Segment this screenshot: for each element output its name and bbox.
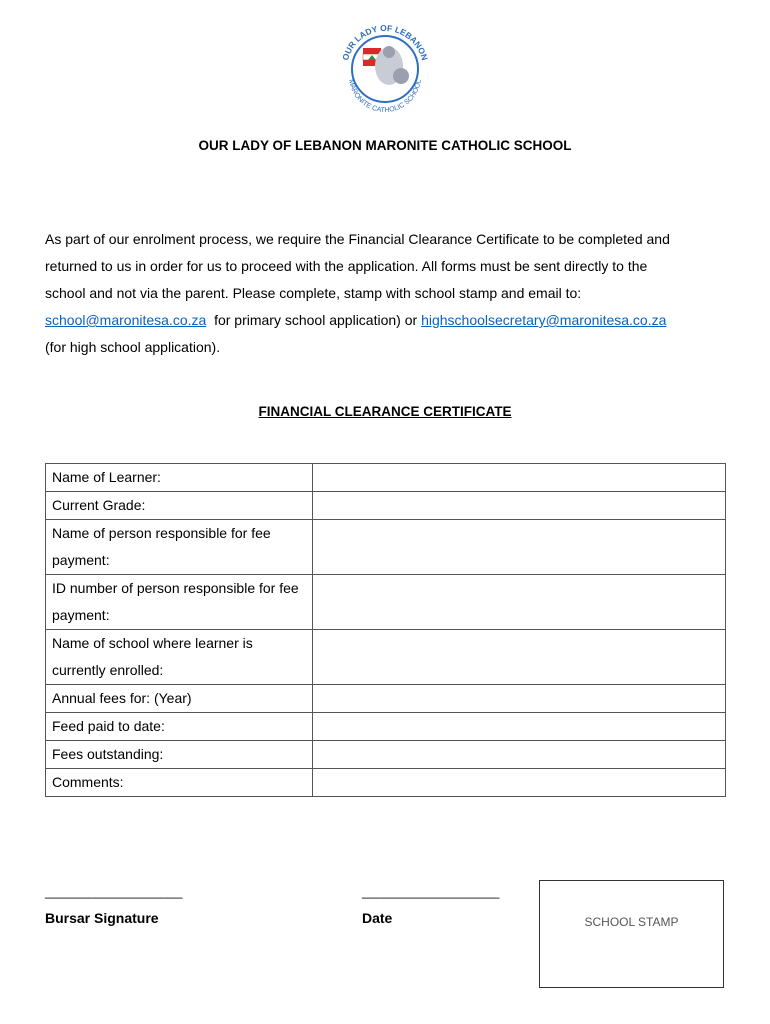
table-row [46,685,726,713]
row-label: Annual fees for: (Year) [46,685,313,713]
row-label: Fees outstanding: [46,741,313,769]
row-label: Current Grade: [46,492,313,520]
intro-line-4 [45,307,735,334]
intro-line-3: school and not via the parent. Please complete, stamp with school stamp and email to: [45,285,582,301]
date-line[interactable]: ___________________ [362,884,500,899]
primary-suffix: for primary school application) or [206,312,422,328]
bursar-signature-line[interactable]: ___________________ [45,884,183,899]
fees-paid-field[interactable] [313,713,726,741]
high-school-email-link[interactable]: highschoolsecretary@maronitesa.co.za [421,312,667,328]
row-label: Feed paid to date: [46,713,313,741]
intro-line-2: returned to us in order for us to proceed with the application. All forms must be sent directly to the [45,258,648,274]
table-row [46,520,726,575]
date-label: Date [362,910,393,926]
clearance-form-table [45,463,726,797]
table-row [46,630,726,685]
learner-name-field[interactable] [313,464,726,492]
intro-line-1: As part of our enrolment process, we require the Financial Clearance Certificate to be completed and [45,231,670,247]
table-row [46,575,726,630]
school-logo [333,14,437,120]
table-row [46,492,726,520]
row-label: Name of person responsible for fee payment: [46,520,313,575]
logo-text-bottom: MARONITE CATHOLIC SCHOOL [347,78,423,115]
current-grade-field[interactable] [313,492,726,520]
fees-outstanding-field[interactable] [313,741,726,769]
id-number-field[interactable] [313,575,726,630]
table-row [46,713,726,741]
certificate-title: FINANCIAL CLEARANCE CERTIFICATE [258,404,512,419]
intro-line-5: (for high school application). [45,339,221,355]
primary-email-link[interactable]: school@maronitesa.co.za [45,312,207,328]
table-row [46,464,726,492]
table-row [46,741,726,769]
logo-text-top: OUR LADY OF LEBANON [340,22,430,62]
responsible-person-field[interactable] [313,520,726,575]
school-stamp-box [539,880,724,988]
school-name-heading: OUR LADY OF LEBANON MARONITE CATHOLIC SCHOOL [198,138,572,153]
current-school-field[interactable] [313,630,726,685]
annual-fees-field[interactable] [313,685,726,713]
row-label: Name of Learner: [46,464,313,492]
school-stamp-label: SCHOOL STAMP [584,915,679,929]
row-label: Comments: [46,769,313,797]
row-label: ID number of person responsible for fee payment: [46,575,313,630]
intro-paragraph [45,226,735,361]
table-row [46,769,726,797]
comments-field[interactable] [313,769,726,797]
row-label: Name of school where learner is currently enrolled: [46,630,313,685]
bursar-signature-label: Bursar Signature [45,910,159,926]
